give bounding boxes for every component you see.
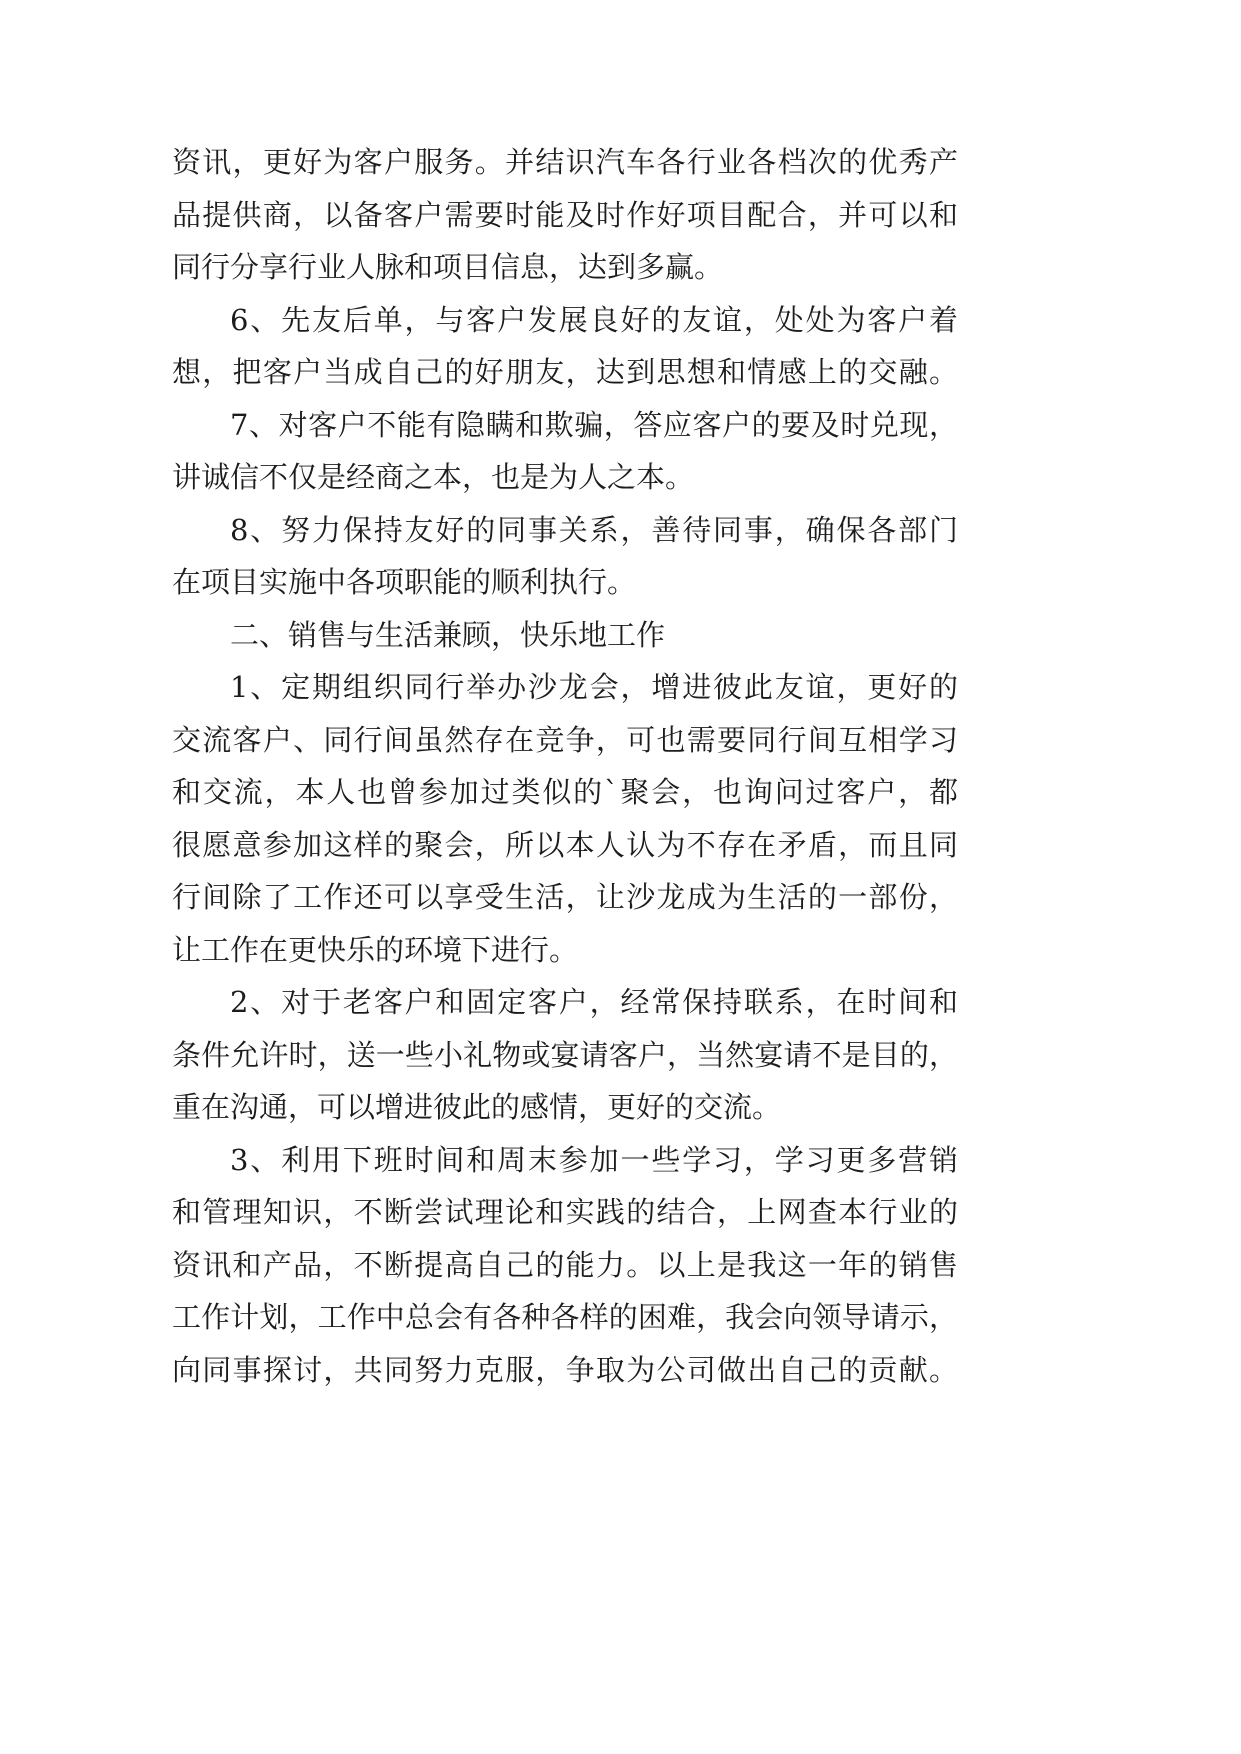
text-line: 重在沟通，可以增进彼此的感情，更好的交流。 xyxy=(172,1090,782,1124)
text-line: 条件允许时，送一些小礼物或宴请客户，当然宴请不是目的， xyxy=(172,1037,958,1072)
section-heading xyxy=(172,609,958,662)
text-line: 1、定期组织同行举办沙龙会，增进彼此友谊，更好的 xyxy=(230,670,958,704)
paragraph-item-2 xyxy=(172,976,958,1134)
text-line: 很愿意参加这样的聚会，所以本人认为不存在矛盾，而且同 xyxy=(172,827,958,862)
text-line: 3、利用下班时间和周末参加一些学习，学习更多营销 xyxy=(230,1142,958,1177)
text-line: 向同事探讨，共同努力克服，争取为公司做出自己的贡献。 xyxy=(172,1352,958,1387)
document-body xyxy=(172,136,958,1396)
text-line: 7、对客户不能有隐瞒和欺骗，答应客户的要及时兑现， xyxy=(230,407,958,442)
paragraph-item-8 xyxy=(172,504,958,609)
paragraph-continued xyxy=(172,136,958,294)
text-line: 讲诚信不仅是经商之本，也是为人之本。 xyxy=(172,460,695,494)
text-line: 8、努力保持友好的同事关系，善待同事，确保各部门 xyxy=(230,512,958,547)
text-line: 6、先友后单，与客户发展良好的友谊，处处为客户着 xyxy=(230,302,958,337)
text-line: 和管理知识，不断尝试理论和实践的结合，上网查本行业的 xyxy=(172,1195,958,1229)
paragraph-item-1 xyxy=(172,661,958,976)
text-line: 交流客户、同行间虽然存在竞争，可也需要同行间互相学习 xyxy=(172,722,958,757)
paragraph-item-3 xyxy=(172,1134,958,1397)
text-line: 在项目实施中各项职能的顺利执行。 xyxy=(172,565,637,599)
text-line: 工作计划，工作中总会有各种各样的困难，我会向领导请示， xyxy=(172,1300,958,1334)
text-line: 2、对于老客户和固定客户，经常保持联系，在时间和 xyxy=(230,985,958,1019)
text-line: 品提供商，以备客户需要时能及时作好项目配合，并可以和 xyxy=(172,197,958,232)
text-line: 行间除了工作还可以享受生活，让沙龙成为生活的一部份， xyxy=(172,880,958,914)
section-heading-text: 二、销售与生活兼顾，快乐地工作 xyxy=(230,617,666,652)
text-line: 资讯和产品，不断提高自己的能力。以上是我这一年的销售 xyxy=(172,1247,958,1282)
text-line: 让工作在更快乐的环境下进行。 xyxy=(172,932,579,967)
text-line: 和交流，本人也曾参加过类似的`聚会，也询问过客户，都 xyxy=(172,775,958,809)
text-line: 同行分享行业人脉和项目信息，达到多赢。 xyxy=(172,250,724,284)
paragraph-item-6 xyxy=(172,294,958,399)
paragraph-item-7 xyxy=(172,399,958,504)
text-line: 资讯，更好为客户服务。并结识汽车各行业各档次的优秀产 xyxy=(172,145,958,179)
text-line: 想，把客户当成自己的好朋友，达到思想和情感上的交融。 xyxy=(172,355,958,389)
